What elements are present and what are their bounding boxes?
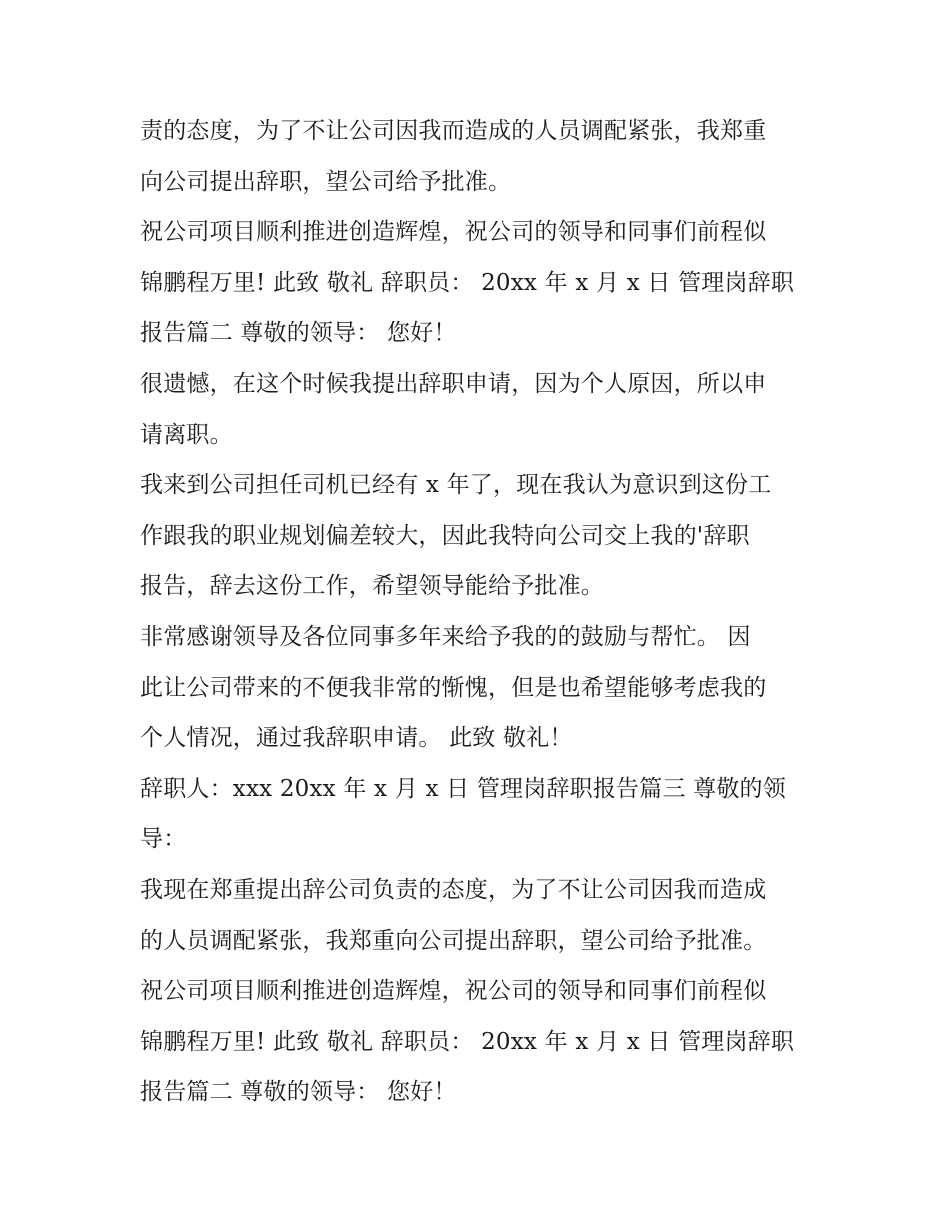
text-line: 祝公司项目顺利推进创造辉煌，祝公司的领导和同事们前程似: [140, 219, 767, 246]
text-line: 我来到公司担任司机已经有 x 年了，现在我认为意识到这份工: [140, 472, 772, 499]
text-line: 作跟我的职业规划偏差较大，因此我特向公司交上我的'辞职: [140, 522, 750, 549]
text-line: 个人情况，通过我辞职申请。 此致 敬礼！: [140, 725, 573, 752]
text-line: 报告篇二 尊敬的领导： 您好！: [140, 1079, 457, 1106]
text-line: 祝公司项目顺利推进创造辉煌，祝公司的领导和同事们前程似: [140, 978, 767, 1005]
text-line: 的人员调配紧张，我郑重向公司提出辞职，望公司给予批准。: [140, 927, 767, 954]
text-line: 锦鹏程万里! 此致 敬礼 辞职员： 20xx 年 x 月 x 日 管理岗辞职: [140, 1028, 795, 1055]
text-line: 很遗憾，在这个时候我提出辞职申请，因为个人原因，所以申: [140, 370, 767, 397]
text-line: 辞职人：xxx 20xx 年 x 月 x 日 管理岗辞职报告篇三 尊敬的领: [140, 775, 786, 802]
text-line: 请离职。: [140, 421, 233, 448]
document-body: [140, 106, 830, 1118]
text-line: 报告篇二 尊敬的领导： 您好！: [140, 320, 457, 347]
text-line: 报告，辞去这份工作，希望领导能给予批准。: [140, 573, 604, 600]
text-line: 非常感谢领导及各位同事多年来给予我的的鼓励与帮忙。 因: [140, 623, 751, 650]
text-line: 锦鹏程万里! 此致 敬礼 辞职员： 20xx 年 x 月 x 日 管理岗辞职: [140, 269, 795, 296]
text-line: 责的态度，为了不让公司因我而造成的人员调配紧张，我郑重: [140, 118, 767, 144]
text-line: 向公司提出辞职，望公司给予批准。: [140, 168, 512, 195]
text-line: 此让公司带来的不便我非常的惭愧，但是也希望能够考虑我的: [140, 674, 767, 701]
text-line: 导：: [140, 826, 187, 853]
text-line: 我现在郑重提出辞公司负责的态度，为了不让公司因我而造成: [140, 876, 767, 903]
